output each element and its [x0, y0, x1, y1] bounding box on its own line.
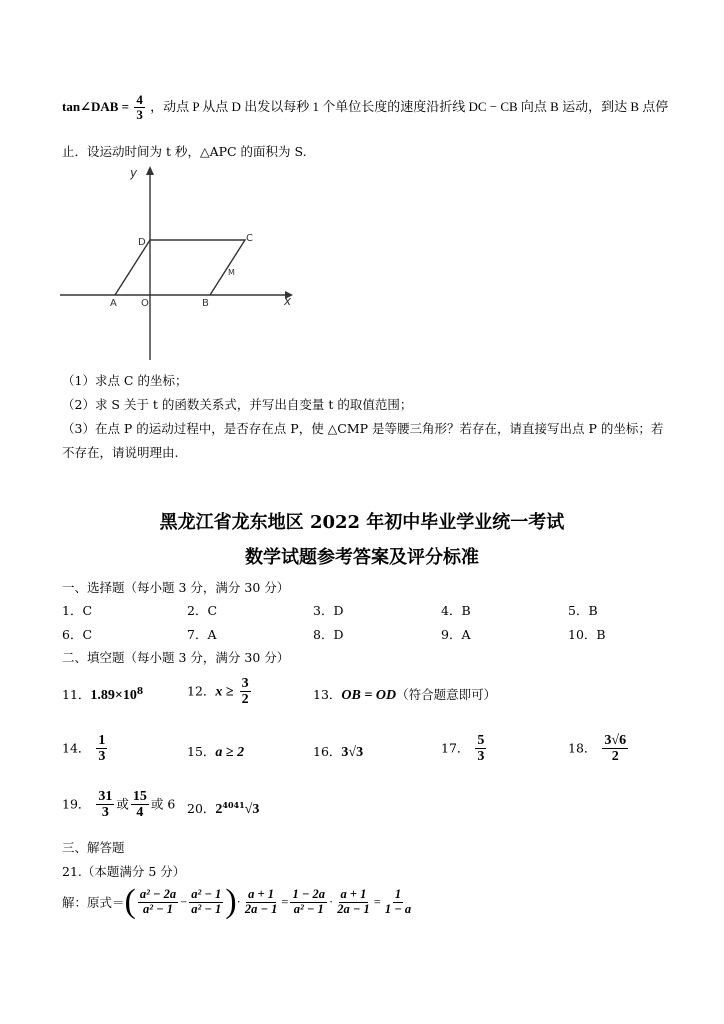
answer-16	[313, 742, 363, 761]
answer-2: 2．C	[187, 603, 218, 618]
answer-19-fraction-1	[96, 789, 114, 821]
answer-19-numerator-1: 31	[98, 789, 113, 804]
answer-20-base: 2	[215, 802, 223, 817]
fraction-5-denominator: 2a − 1	[337, 901, 370, 916]
equals-1: =	[281, 894, 289, 909]
answer-13-note: （符合题意即可）	[396, 687, 497, 702]
answer-12-numerator: 3	[241, 676, 249, 691]
answer-13	[313, 685, 496, 704]
answer-5: 5．B	[568, 603, 598, 618]
answer-15-num: 15．	[187, 744, 216, 759]
answer-9: 9．A	[441, 627, 471, 642]
answer-14-num: 14．	[62, 740, 91, 756]
fraction-5-numerator: a + 1	[340, 886, 367, 901]
answer-12-denominator: 2	[241, 692, 249, 708]
figure-background	[60, 160, 300, 365]
answer-3: 3．D	[313, 603, 344, 618]
question-21-solution	[62, 885, 415, 919]
fraction-1-denominator: a² − 1	[142, 901, 174, 916]
page-subtitle: 数学试题参考答案及评分标准	[245, 547, 479, 568]
label-y: y	[130, 166, 138, 180]
label-x: x	[284, 294, 292, 308]
intro-line-1	[62, 93, 668, 123]
label-m: M	[228, 268, 235, 277]
answer-17-denominator: 3	[477, 749, 485, 765]
fraction-2-numerator: a² − 1	[191, 886, 222, 901]
section-3-heading: 三、解答题	[62, 840, 125, 855]
fraction-3-numerator: a + 1	[248, 886, 275, 901]
answer-19-denominator-1: 3	[101, 805, 109, 821]
solution-fraction-5	[335, 888, 372, 917]
answer-19-numerator-2: 15	[132, 789, 147, 804]
answer-18-fraction	[602, 733, 628, 765]
fraction-1-numerator: a² − 2a	[139, 886, 177, 901]
tan-fraction	[134, 93, 145, 123]
answer-12-fraction	[240, 676, 251, 708]
answer-14-denominator: 3	[98, 749, 106, 765]
answer-11-num: 11．	[62, 687, 91, 702]
question-21-label: 21.（本题满分 5 分）	[62, 864, 186, 879]
answer-14-numerator: 1	[98, 733, 106, 748]
question-3-cont: 不存在，请说明理由.	[62, 445, 179, 460]
minus-sign: −	[180, 894, 188, 909]
label-a: A	[110, 298, 117, 309]
answer-13-num: 13．	[313, 687, 342, 702]
answer-19	[62, 789, 175, 821]
answer-12-value: x ≥	[215, 684, 234, 700]
fraction-4-numerator: 1 − 2a	[292, 886, 326, 901]
question-3: （3）在点 P 的运动过程中，是否存在点 P，使 △CMP 是等腰三角形？若存在，请直接写出点 P 的坐标；若	[62, 421, 664, 436]
label-c: C	[246, 233, 253, 244]
right-paren: )	[225, 883, 237, 920]
answer-1: 1．C	[62, 603, 93, 618]
solution-fraction-1	[138, 888, 178, 917]
answer-4: 4．B	[441, 603, 471, 618]
answer-19-num: 19．	[62, 796, 91, 812]
answer-11	[62, 685, 143, 704]
answer-19-or-2: 或 6	[150, 796, 176, 812]
answer-18-num: 18．	[568, 740, 597, 756]
tan-denominator: 3	[136, 107, 143, 123]
page-title: 黑龙江省龙东地区 2022 年初中毕业学业统一考试	[159, 512, 565, 533]
answer-17-num: 17．	[441, 740, 470, 756]
answer-14-fraction	[96, 733, 107, 765]
tan-expression: tan∠DAB =	[62, 98, 130, 114]
answer-18-numerator: 3√6	[604, 733, 627, 748]
answer-14	[62, 733, 109, 765]
answer-12-num: 12．	[187, 683, 216, 699]
dot-2: ·	[329, 894, 334, 909]
answer-6: 6．C	[62, 627, 93, 642]
intro-line-2: 止．设运动时间为 t 秒，△APC 的面积为 S.	[62, 144, 307, 159]
fraction-2-denominator: a² − 1	[191, 901, 222, 916]
section-1-heading: 一、选择题（每小题 3 分，满分 30 分）	[62, 580, 290, 595]
answer-20-radical: √3	[244, 802, 260, 817]
answer-19-denominator-2: 4	[136, 805, 144, 821]
answer-20	[187, 799, 259, 818]
answer-17-numerator: 5	[477, 733, 485, 748]
question-2: （2）求 S 关于 t 的函数关系式，并写出自变量 t 的取值范围；	[62, 397, 413, 412]
answer-18	[568, 733, 630, 765]
solution-prefix: 解：原式＝	[62, 896, 125, 910]
answer-15-value: a ≥ 2	[215, 745, 245, 760]
question-1: （1）求点 C 的坐标；	[62, 373, 188, 388]
left-paren: (	[124, 883, 136, 920]
answer-13-value: OB = OD	[341, 688, 397, 703]
fraction-4-denominator: a² − 1	[293, 901, 324, 916]
answer-7: 7．A	[187, 627, 217, 642]
section-2-heading: 二、填空题（每小题 3 分，满分 30 分）	[62, 650, 290, 665]
coordinate-figure	[60, 160, 300, 365]
answer-19-or-1: 或	[116, 796, 129, 812]
answer-20-num: 20．	[187, 801, 216, 816]
answer-11-exponent: 8	[136, 686, 144, 697]
solution-fraction-3	[243, 888, 280, 917]
answer-16-value: 3√3	[341, 745, 364, 760]
solution-fraction-2	[189, 888, 223, 917]
answer-11-value: 1.89×10	[90, 688, 137, 703]
fraction-3-denominator: 2a − 1	[244, 901, 278, 916]
fraction-6-numerator: 1	[394, 886, 402, 901]
answer-17-fraction	[475, 733, 486, 765]
answer-12	[187, 676, 253, 708]
solution-fraction-4	[290, 888, 327, 917]
dot-1: ·	[236, 894, 241, 909]
answer-8: 8．D	[313, 627, 344, 642]
label-b: B	[202, 298, 209, 309]
answer-15	[187, 742, 244, 761]
answer-19-fraction-2	[131, 789, 149, 821]
label-d: D	[138, 237, 146, 248]
answer-16-num: 16．	[313, 744, 342, 759]
answer-17	[441, 733, 488, 765]
intro-line-1-text: ，动点 P 从点 D 出发以每秒 1 个单位长度的速度沿折线 DC − CB 向点 B 运动，到达 B 点停	[150, 98, 669, 114]
fraction-6-denominator: 1 − a	[384, 901, 412, 916]
tan-numerator: 4	[136, 92, 143, 107]
equals-2: =	[373, 894, 381, 909]
solution-fraction-6	[383, 888, 413, 917]
answer-10: 10．B	[568, 627, 606, 642]
label-o: O	[141, 298, 149, 309]
answer-20-exponent: 4041	[222, 799, 245, 810]
answer-18-denominator: 2	[611, 749, 619, 765]
